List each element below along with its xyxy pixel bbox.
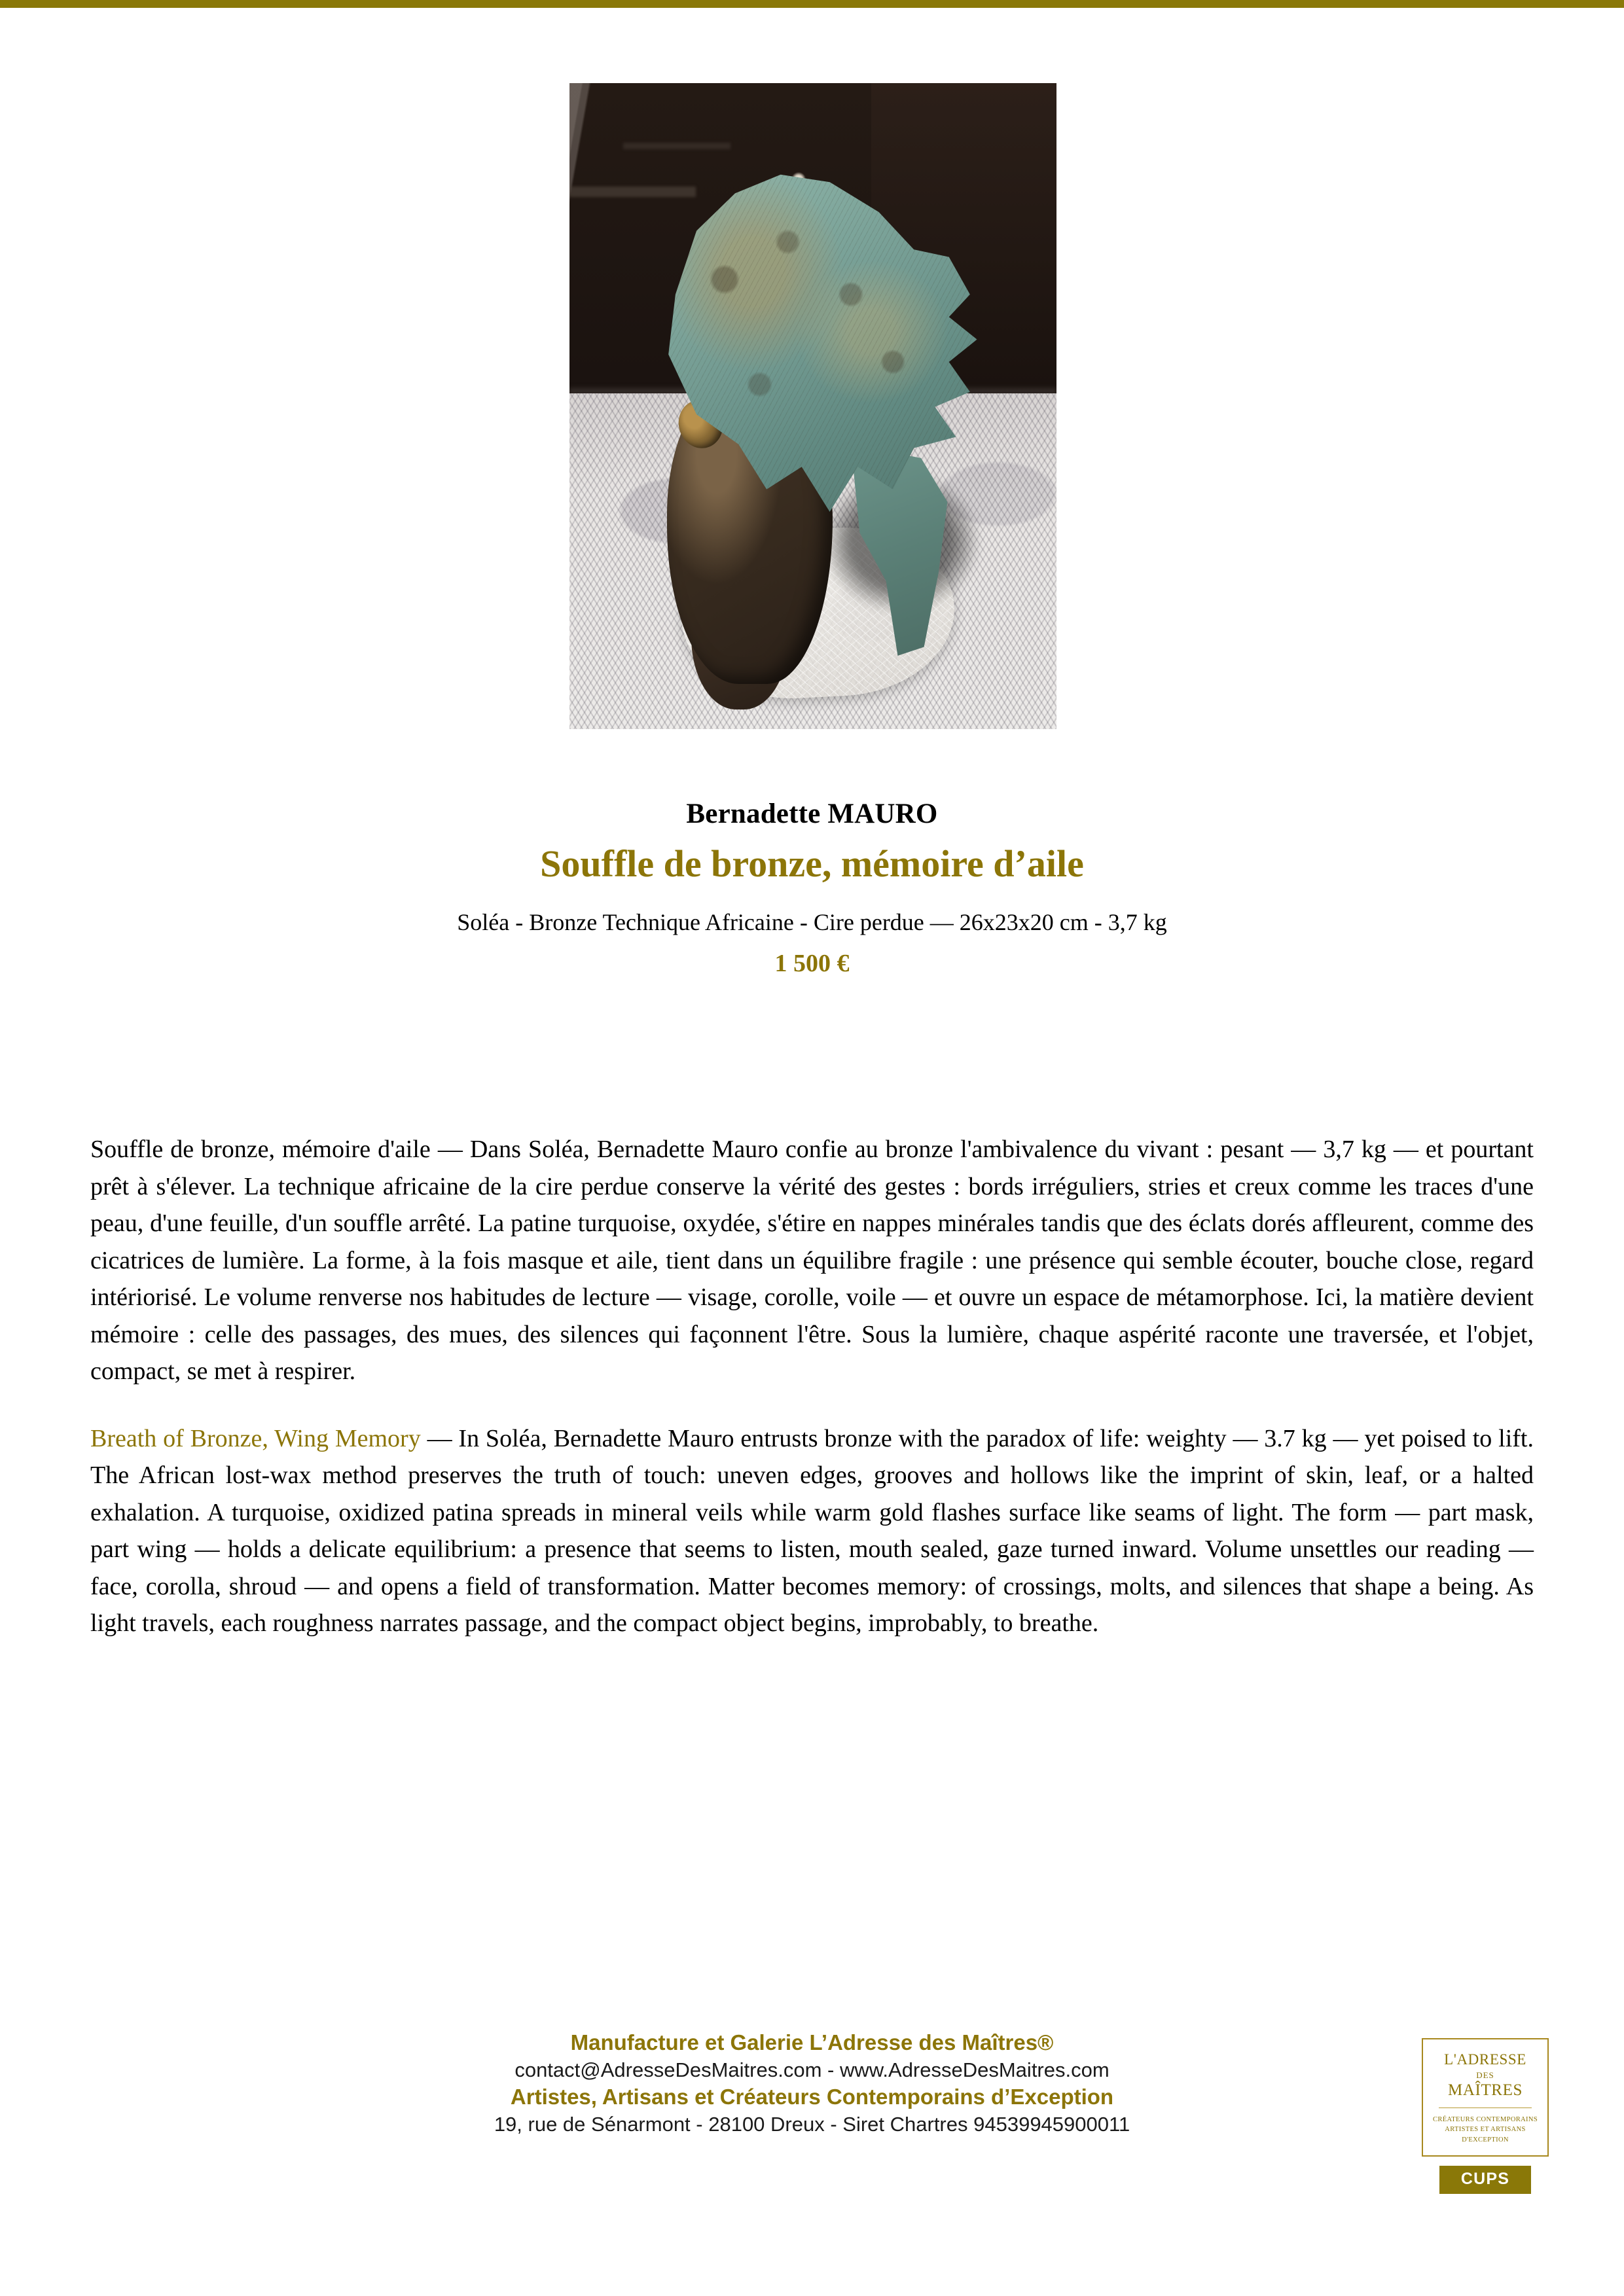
page-footer [0,2029,1624,2138]
top-gold-bar [0,0,1624,8]
description-english-body: — In Soléa, Bernadette Mauro entrusts bronze with the paradox of life: weighty — 3.7 kg — yet poised to lift. The African lost-wax method preserves the truth of touch: uneven edges, grooves and hollows like the imprint of skin, leaf, or a halted exhalation. A turquoise, oxidized patina spreads in mineral veils while warm gold flashes surface like seams of light. The form — part mask, part wing — holds a delicate equilibrium: a presence that seems to listen, mouth sealed, gaze turned inward. Volume unsettles our reading — face, corolla, shroud — and opens a field of transformation. Matter becomes memory: of crossings, molts, and silences that shape a being. As light travels, each roughness narrates passage, and the compact object begins, improbably, to breathe. [90,1424,1534,1637]
photo-shelf-line-upper [623,143,731,149]
logo-subtitle-1: CRÉATEURS CONTEMPORAINS [1432,2115,1538,2123]
artwork-title: Souffle de bronze, mémoire d’aile [540,842,1084,885]
logo-line-des: DES [1476,2070,1494,2080]
artwork-price: 1 500 € [774,950,850,977]
logo-subtitle-3: D'EXCEPTION [1462,2136,1509,2144]
description-block [90,1131,1534,1642]
logo-line-maitres: MAÎTRES [1448,2081,1523,2099]
artwork-photo [569,83,1056,729]
logo-subtitle-2: ARTISTES ET ARTISANS [1445,2126,1526,2134]
description-english [90,1420,1534,1642]
photo-shelf-line [569,187,696,197]
logo-box [1422,2038,1549,2157]
cups-badge: CUPS [1439,2166,1531,2194]
footer-contact[interactable]: contact@AdresseDesMaitres.com - www.AdresseDesMaitres.com [514,2058,1110,2081]
logo-line-adresse: L'ADRESSE [1444,2051,1526,2068]
footer-company: Manufacture et Galerie L’Adresse des Maîtres® [570,2030,1054,2054]
sculpture-photograph [569,83,1056,729]
description-french: Souffle de bronze, mémoire d'aile — Dans Soléa, Bernadette Mauro confie au bronze l'ambivalence du vivant : pesant — 3,7 kg — et pourtant prêt à s'élever. La technique africaine de la cire perdue conserve la vérité des gestes : bords irréguliers, stries et creux comme les traces d'une peau, d'une feuille, d'un souffle arrêté. La patine turquoise, oxydée, s'étire en nappes minérales tandis que des éclats dorés affleurent, comme des cicatrices de lumière. La forme, à la fois masque et aile, tient dans un équilibre fragile : une présence qui semble écouter, bouche close, regard intériorisé. Le volume renverse nos habitudes de lecture — visage, corolle, voile — et ouvre un espace de métamorphose. Ici, la matière devient mémoire : celle des passages, des mues, des silences qui façonnent l'être. Sous la lumière, chaque aspérité raconte une traversée, et l'objet, compact, se met à respirer. [90,1136,1534,1385]
footer-tagline: Artistes, Artisans et Créateurs Contemporains d’Exception [510,2085,1114,2109]
artist-name: Bernadette MAURO [686,798,938,829]
brand-logo [1422,2038,1549,2194]
footer-address: 19, rue de Sénarmont - 28100 Dreux - Siret Chartres 94539945900011 [494,2113,1130,2136]
artwork-details: Soléa - Bronze Technique Africaine - Cire perdue — 26x23x20 cm - 3,7 kg [457,909,1167,935]
description-english-heading: Breath of Bronze, Wing Memory [90,1424,421,1452]
